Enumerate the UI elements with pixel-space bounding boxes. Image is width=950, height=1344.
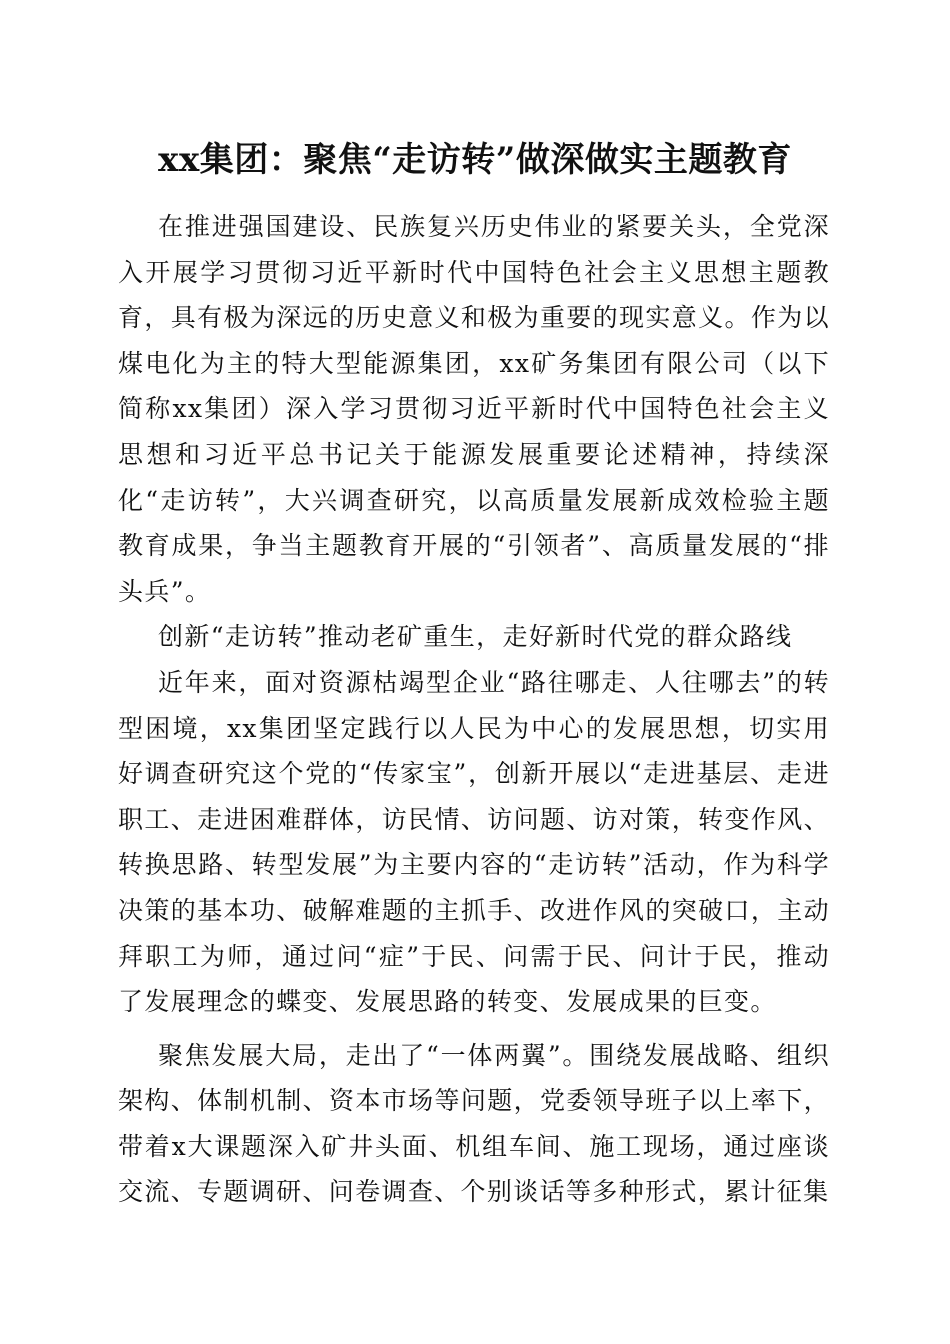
paragraph-intro: 在推进强国建设、民族复兴历史伟业的紧要关头，全党深入开展学习贯彻习近平新时代中国特色社会主义思想主题教育，具有极为深远的历史意义和极为重要的现实意义。作为以煤电化为主的特大型能源集团，xx矿务集团有限公司（以下简称xx集团）深入学习贯彻习近平新时代中国特色社会主义思想和习近平总书记关于能源发展重要论述精神，持续深化“走访转”，大兴调查研究，以高质量发展新成效检验主题教育成果，争当主题教育开展的“引领者”、高质量发展的“排头兵”。: [118, 212, 830, 606]
document-title: xx集团：聚焦“走访转”做深做实主题教育: [158, 140, 792, 180]
section-heading: 创新“走访转”推动老矿重生，走好新时代党的群众路线: [158, 622, 793, 652]
paragraph-development: 聚焦发展大局，走出了“一体两翼”。围绕发展战略、组织架构、体制机制、资本市场等问题，党委领导班子以上率下，带着x大课题深入矿井头面、机组车间、施工现场，通过座谈交流、专题调研、问卷调查、个别谈话等多种形式，累计征集: [118, 1040, 830, 1207]
document-body: [118, 204, 830, 1215]
paragraph-background: 近年来，面对资源枯竭型企业“路往哪走、人往哪去”的转型困境，xx集团坚定践行以人民为中心的发展思想，切实用好调查研究这个党的“传家宝”，创新开展以“走进基层、走进职工、走进困难群体，访民情、访问题、访对策，转变作风、转换思路、转型发展”为主要内容的“走访转”活动，作为科学决策的基本功、破解难题的主抓手、改进作风的突破口，主动拜职工为师，通过问“症”于民、问需于民、问计于民，推动了发展理念的蝶变、发展思路的转变、发展成果的巨变。: [118, 667, 830, 1017]
